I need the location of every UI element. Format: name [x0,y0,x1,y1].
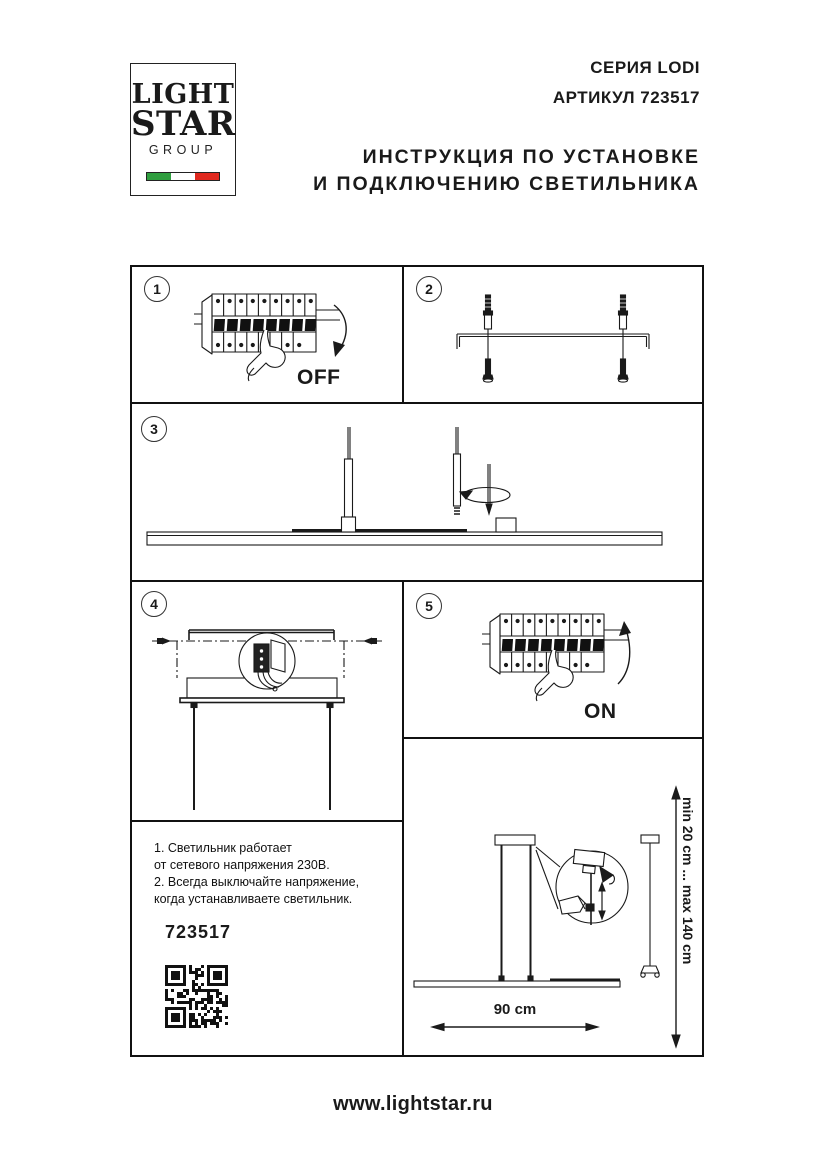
breaker-on-drawing [404,582,702,737]
safety-notes [154,840,359,908]
mini-pendant-icon [641,835,659,977]
width-arrow-icon [432,1024,598,1031]
height-dimension-label: min 20 cm ... max 140 cm [680,797,696,965]
step2-panel [404,267,702,402]
rotate-screw-icon [460,464,516,532]
screw-icon [618,295,628,382]
logo-star-text: STAR [131,104,236,144]
screw-icon [157,638,171,645]
italian-flag-icon [146,172,220,181]
step1-panel [132,267,402,402]
article-number: АРТИКУЛ 723517 [552,88,700,107]
bracket-screws-drawing [404,267,702,402]
website-url: www.lightstar.ru [333,1093,493,1115]
article-number-bottom: 723517 [165,922,232,942]
arrowhead [619,621,631,636]
instruction-title-line1: ИНСТРУКЦИЯ ПО УСТАНОВКЕ [362,146,700,168]
screw-icon [483,295,493,382]
height-arrow-icon [672,787,680,1047]
header-text [313,58,700,196]
flag-green [147,173,171,180]
logo-group-text: GROUP [148,143,218,157]
step-number-3: 3 [141,416,167,442]
breaker-off-drawing [132,267,402,402]
off-label: OFF [297,366,341,389]
lightstar-logo [130,63,236,196]
notes-panel [132,822,402,1055]
width-dimension-label: 90 cm [493,1001,537,1018]
step4-panel [132,582,402,820]
suspension-rod-icon [454,427,461,514]
cable-adjust-detail-circle [556,849,628,925]
circuit-breaker-icon [482,614,628,701]
screw-icon [363,638,377,645]
canopy-wiring-drawing [132,582,402,820]
note-line: 1. Светильник работает [154,841,292,855]
arrow-down-icon [334,305,346,347]
arrow-up-icon [618,629,630,684]
suspension-rod-icon [342,427,356,532]
flag-white [171,173,195,180]
step5-panel [404,582,702,737]
light-bar [414,981,620,987]
note-line: 2. Всегда выключайте напряжение, [154,875,360,889]
flag-red [195,173,219,180]
on-label: ON [584,700,617,723]
step-number-4: 4 [141,591,167,617]
series-title: СЕРИЯ LODI [590,58,700,77]
canopy [495,835,535,845]
qr-code [165,965,228,1028]
fixture-rods-drawing [132,404,702,580]
step-number-1: 1 [144,276,170,302]
step3-panel [132,404,702,580]
note-line: от сетевого напряжения 230В. [154,858,330,872]
instruction-title-line2: И ПОДКЛЮЧЕНИЮ СВЕТИЛЬНИКА [313,173,700,195]
pendant-dimensions-panel [404,739,702,1055]
step-number-5: 5 [416,593,442,619]
step-number-2: 2 [416,276,442,302]
logo-light-text: LIGHT [131,79,235,110]
steps-grid [130,265,704,1057]
note-line: когда устанавливаете светильник. [154,892,353,906]
